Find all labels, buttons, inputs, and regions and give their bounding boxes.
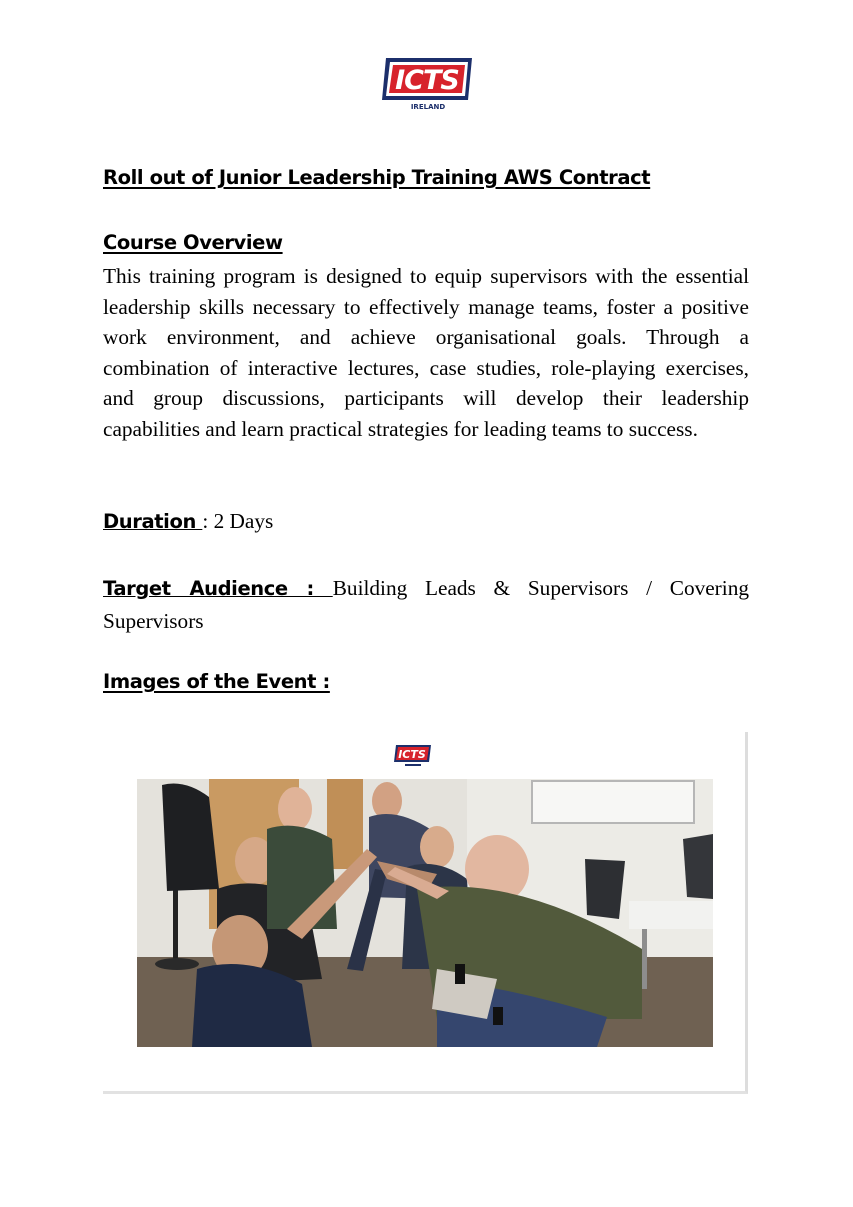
icts-logo-small-icon <box>393 744 433 768</box>
duration-label: Duration <box>103 510 203 533</box>
duration-value: : 2 Days <box>202 509 274 533</box>
target-audience-line <box>103 572 749 637</box>
target-audience-label: Target Audience : <box>103 577 333 600</box>
event-image-card <box>103 732 748 1094</box>
svg-text:ICTS: ICTS <box>398 748 426 761</box>
target-audience-value: Building Leads & Supervisors / Covering Supervisors <box>103 576 749 633</box>
logo-text: ICTS <box>395 65 459 96</box>
event-photo <box>137 779 713 1047</box>
images-heading: Images of the Event : <box>103 670 330 693</box>
duration-line <box>103 506 749 538</box>
page-title: Roll out of Junior Leadership Training AWS Contract <box>103 166 651 189</box>
course-overview-text: This training program is designed to equip supervisors with the essential leadership skills necessary to effectively manage teams, foster a positive work environment, and achieve organisational goals. Through a combination of interactive lectures, case studies, role-playing exercises, and group discussions, participants will develop their leadership capabilities and learn practical strategies for leading teams to success. <box>103 264 749 441</box>
logo-subtext: IRELAND <box>410 103 446 111</box>
icts-logo-icon <box>380 56 476 112</box>
course-overview-heading: Course Overview <box>103 231 283 254</box>
